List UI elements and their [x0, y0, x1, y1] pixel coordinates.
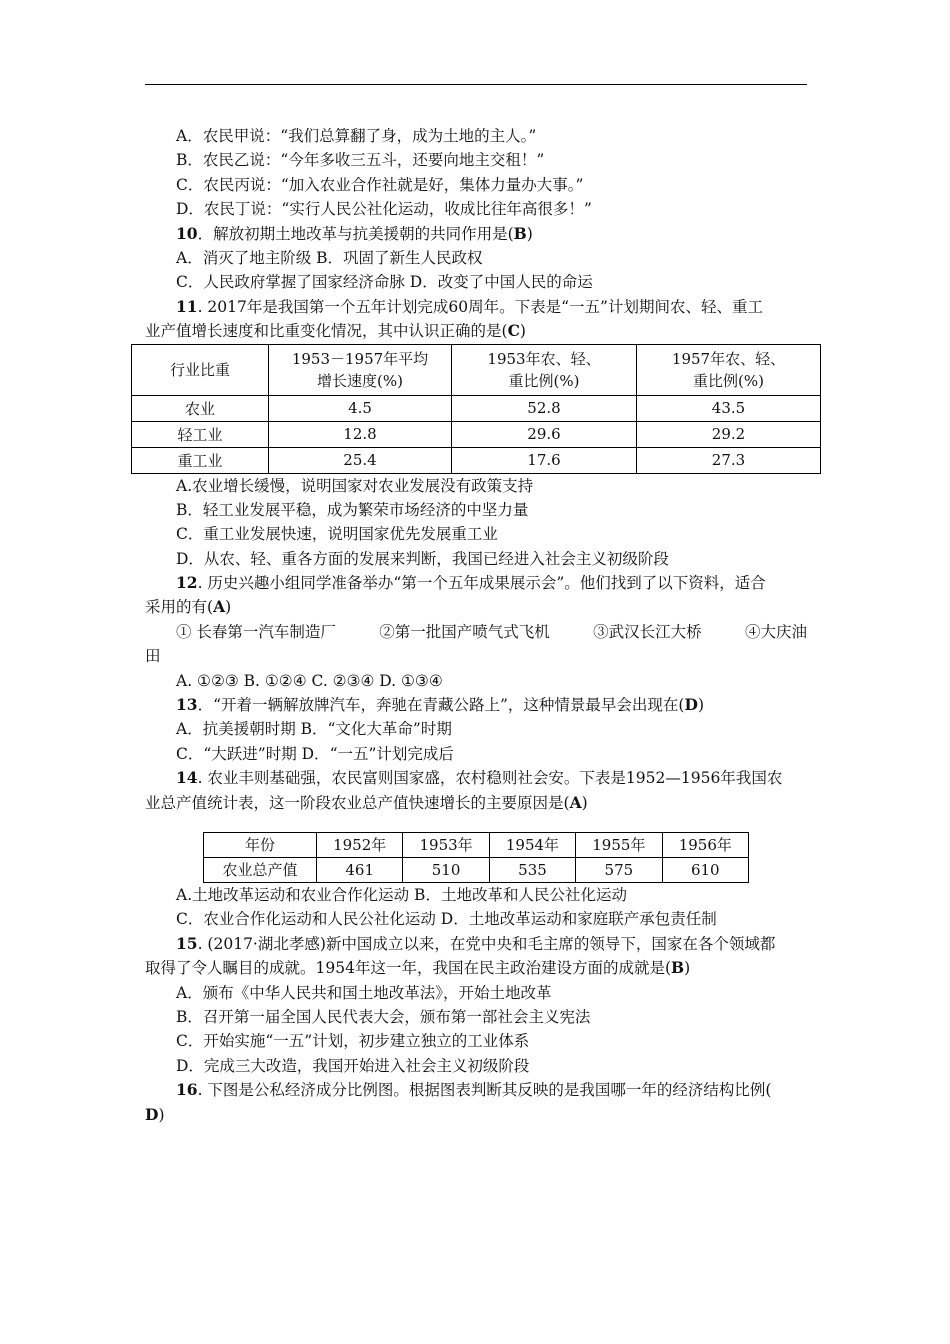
table-cell: 510 [403, 857, 489, 882]
q14-answer: A [569, 792, 582, 812]
table-header-line: 1953年农、轻、 [487, 349, 601, 368]
q10-stem [145, 222, 807, 246]
table-cell: 轻工业 [132, 421, 269, 447]
table-cell: 1952年 [317, 832, 403, 857]
q11-option-d: D．从农、轻、重各方面的发展来判断，我国已经进入社会主义初级阶段 [176, 549, 669, 568]
q12-answer: A [213, 597, 226, 617]
table-cell: 17.6 [452, 447, 637, 473]
table-cell: 575 [576, 857, 662, 882]
q9-option-c: C．农民丙说：“加入农业合作社就是好，集体力量办大事。” [176, 175, 584, 194]
q12-stem-1 [145, 571, 807, 595]
q11-close: ) [519, 322, 526, 341]
q15-answer: B [671, 958, 685, 978]
table-cell: 1955年 [576, 832, 662, 857]
table-header-cell [637, 344, 821, 395]
q11-stem-text-2: 业产值增长速度和比重变化情况，其中认识正确的是( [145, 322, 508, 341]
q12-item-1: ① 长春第一汽车制造厂 [176, 622, 336, 641]
q15-number: 15 [176, 933, 198, 953]
table-cell: 4.5 [269, 395, 452, 421]
q11-stem-1 [145, 295, 807, 319]
table-header-line: 增长速度(%) [317, 371, 403, 390]
table-cell: 25.4 [269, 447, 452, 473]
q12-item-3: ③武汉长江大桥 [593, 622, 702, 641]
q10-answer: B [513, 223, 527, 243]
q14-table [203, 832, 749, 883]
q16-number: 16 [176, 1080, 198, 1100]
q10-stem-text: ．解放初期土地改革与抗美援朝的共同作用是( [197, 224, 514, 243]
table-header-cell [269, 344, 452, 395]
table-cell: 29.6 [452, 421, 637, 447]
table-header-line: 重比例(%) [508, 371, 580, 390]
table-cell: 43.5 [637, 395, 821, 421]
table-row [132, 447, 821, 473]
table-cell: 461 [317, 857, 403, 882]
table-cell: 1956年 [662, 832, 748, 857]
q16-close: ) [158, 1105, 165, 1124]
table-header-line: 1953－1957年平均 [291, 349, 429, 368]
table-row [132, 395, 821, 421]
table-row [204, 832, 749, 857]
q12-items [145, 620, 807, 644]
table-cell: 27.3 [637, 447, 821, 473]
q11-answer: C [507, 321, 520, 341]
table-header-line: 1957年农、轻、 [671, 349, 786, 368]
q9-option-b: B．农民乙说：“今年多收三五斗，还要向地主交租！” [176, 151, 545, 170]
q12-stem-text-1: . 历史兴趣小组同学准备举办“第一个五年成果展示会”。他们找到了以下资料，适合 [197, 574, 766, 593]
q11-option-a: A.农业增长缓慢，说明国家对农业发展没有政策支持 [176, 476, 534, 495]
q13-options-2: C．“大跃进”时期 D．“一五”计划完成后 [176, 744, 454, 763]
table-header-row [132, 344, 821, 395]
q14-number: 14 [176, 768, 198, 788]
q15-option-d: D．完成三大改造，我国开始进入社会主义初级阶段 [176, 1056, 530, 1075]
q12-close: ) [225, 598, 232, 617]
q15-option-b: B．召开第一届全国人民代表大会，颁布第一部社会主义宪法 [176, 1007, 591, 1026]
table-cell: 农业总产值 [204, 857, 317, 882]
table-cell: 29.2 [637, 421, 821, 447]
header-rule [145, 84, 807, 85]
q15-stem-text-1: . (2017·湖北孝感)新中国成立以来，在党中央和毛主席的领导下，国家在各个领域都 [197, 934, 776, 953]
q12-number: 12 [176, 573, 198, 593]
table-cell: 重工业 [132, 447, 269, 473]
q9-option-d: D．农民丁说：“实行人民公社化运动，收成比往年高很多！” [176, 200, 592, 219]
q10-number: 10 [176, 223, 198, 243]
q12-items-tail: 田 [145, 647, 161, 666]
table-row [132, 421, 821, 447]
q13-stem-text: ．“开着一辆解放牌汽车，奔驰在青藏公路上”，这种情景最早会出现在( [197, 696, 685, 715]
q12-stem-2 [145, 595, 807, 619]
table-cell: 12.8 [269, 421, 452, 447]
q14-options-2: C．农业合作化运动和人民公社化运动 D．土地改革运动和家庭联产承包责任制 [176, 910, 717, 929]
q15-option-c: C．开始实施“一五”计划，初步建立独立的工业体系 [176, 1032, 530, 1051]
q14-stem-2 [145, 791, 807, 815]
page-content [145, 124, 807, 1127]
q13-answer: D [684, 695, 698, 715]
q10-options-2: C．人民政府掌握了国家经济命脉 D．改变了中国人民的命运 [176, 273, 593, 292]
q11-number: 11 [176, 296, 198, 316]
q13-close: ) [697, 696, 704, 715]
table-header-cell: 行业比重 [132, 344, 269, 395]
q13-options-1: A．抗美援朝时期 B．“文化大革命”时期 [176, 720, 452, 739]
q15-stem-text-2: 取得了令人瞩目的成就。1954年这一年，我国在民主政治建设方面的成就是( [145, 959, 671, 978]
q11-stem-text-1: . 2017年是我国第一个五年计划完成60周年。下表是“一五”计划期间农、轻、重工 [197, 297, 763, 316]
q16-stem-text-1: . 下图是公私经济成分比例图。根据图表判断其反映的是我国哪一年的经济结构比例( [197, 1081, 772, 1100]
q11-table [131, 344, 821, 474]
table-cell: 年份 [204, 832, 317, 857]
q15-stem-1 [145, 932, 807, 956]
q12-item-2: ②第一批国产喷气式飞机 [379, 622, 550, 641]
table-header-cell [452, 344, 637, 395]
table-cell: 52.8 [452, 395, 637, 421]
q16-stem-1 [145, 1078, 807, 1102]
q15-option-a: A．颁布《中华人民共和国土地改革法》，开始土地改革 [176, 983, 552, 1002]
q16-stem-2 [145, 1103, 807, 1127]
table-cell: 1953年 [403, 832, 489, 857]
q11-stem-2 [145, 319, 807, 343]
q14-stem-text-1: . 农业丰则基础强，农民富则国家盛，农村稳则社会安。下表是1952—1956年我国农 [197, 769, 783, 788]
table-row [204, 857, 749, 882]
table-cell: 农业 [132, 395, 269, 421]
q16-answer: D [145, 1104, 159, 1124]
q13-stem [145, 693, 807, 717]
q14-close: ) [581, 793, 588, 812]
q11-option-b: B．轻工业发展平稳，成为繁荣市场经济的中坚力量 [176, 500, 529, 519]
q12-stem-text-2: 采用的有( [145, 598, 214, 617]
q12-options: A. ①②③ B. ①②④ C. ②③④ D. ①③④ [176, 671, 443, 690]
table-header-line: 重比例(%) [693, 371, 764, 390]
q10-options-1: A．消灭了地主阶级 B．巩固了新生人民政权 [176, 248, 483, 267]
q9-option-a: A．农民甲说：“我们总算翻了身，成为土地的主人。” [176, 127, 537, 145]
q14-stem-text-2: 业总产值统计表，这一阶段农业总产值快速增长的主要原因是( [145, 793, 570, 812]
q14-stem-1 [145, 766, 807, 790]
q11-option-c: C．重工业发展快速，说明国家优先发展重工业 [176, 525, 498, 544]
table-cell: 610 [662, 857, 748, 882]
q14-options-1: A.土地改革运动和农业合作化运动 B．土地改革和人民公社化运动 [176, 885, 627, 904]
q13-number: 13 [176, 695, 198, 715]
q15-stem-2 [145, 956, 807, 980]
q12-item-4: ④大庆油 [744, 622, 807, 641]
q15-close: ) [684, 959, 691, 978]
table-cell: 1954年 [489, 832, 575, 857]
table-cell: 535 [489, 857, 575, 882]
q10-close: ) [526, 224, 533, 243]
